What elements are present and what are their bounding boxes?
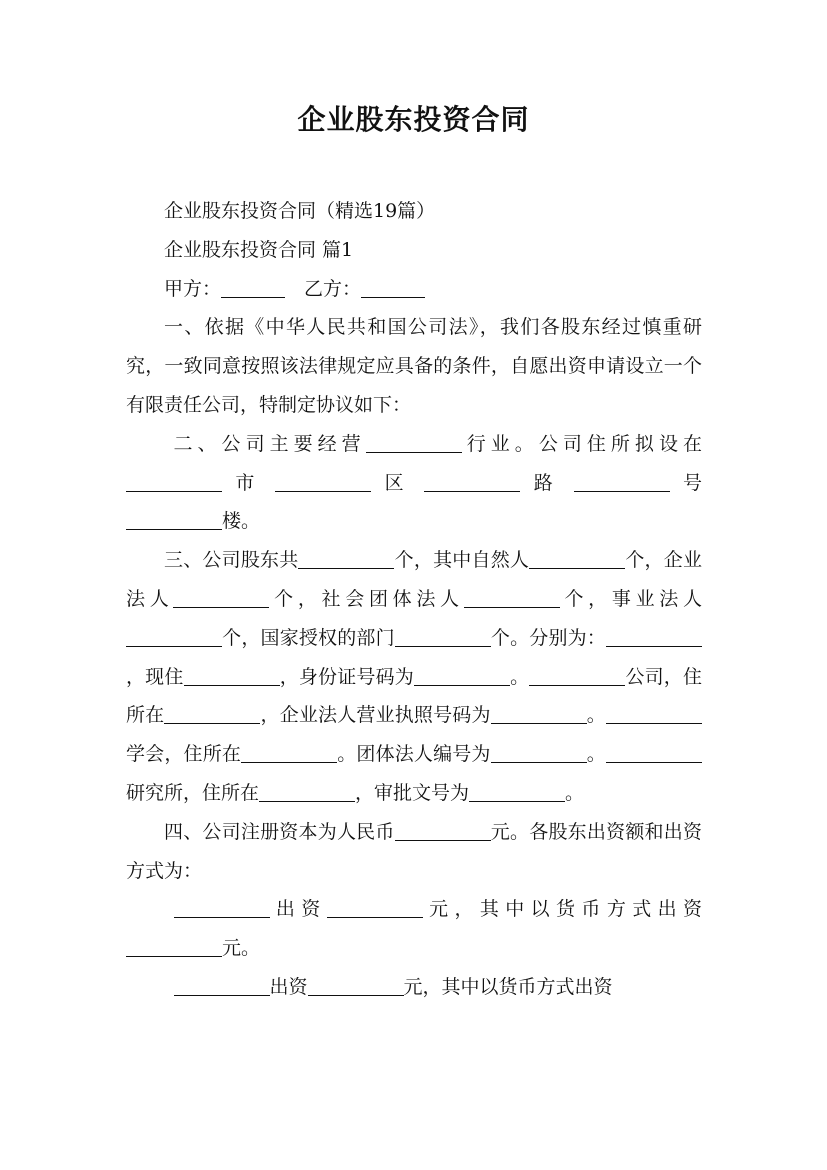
- blank-line: [184, 666, 280, 686]
- text-segment: 出资: [269, 898, 327, 921]
- blank-line: [173, 588, 269, 608]
- blank-line: [126, 937, 222, 957]
- paragraph-clause-1: [126, 308, 702, 424]
- text-segment: 。团体法人编号为: [337, 743, 491, 766]
- paragraph-clause-3: [126, 541, 702, 813]
- blank-line: [164, 704, 260, 724]
- blank-line: [298, 549, 394, 569]
- text-segment: 四、公司注册资本为人民币: [164, 820, 395, 843]
- text-segment: 元，其中以货币方式出资: [422, 898, 702, 921]
- blank-line: [491, 743, 587, 763]
- text-segment: ，身份证号码为: [279, 665, 414, 688]
- document-title: 企业股东投资合同: [297, 103, 530, 136]
- party-b-label: 乙方：: [304, 277, 362, 300]
- text-segment: ，企业法人营业执照号码为: [260, 704, 491, 727]
- text-segment: 企业股东投资合同（精选19篇）: [164, 200, 436, 222]
- text-segment: 个。分别为：: [490, 626, 606, 649]
- paragraph-section-heading: [126, 231, 702, 270]
- blank-line: [174, 898, 270, 918]
- blank-line: [361, 278, 425, 298]
- blank-line: [574, 472, 670, 492]
- document-body: [126, 192, 702, 1007]
- blank-line: [491, 704, 587, 724]
- blank-line: [308, 976, 404, 996]
- blank-line: [395, 627, 491, 647]
- blank-line: [241, 743, 337, 763]
- blank-line: [414, 666, 510, 686]
- text-segment: 出资: [269, 975, 308, 998]
- text-segment: 个，其中自然人: [394, 549, 530, 572]
- text-segment: 个，国家授权的部门: [222, 626, 395, 649]
- paragraph-subtitle: [126, 192, 702, 231]
- blank-line: [174, 976, 270, 996]
- text-segment: 。: [586, 704, 606, 727]
- paragraph-clause-2: [126, 425, 702, 541]
- blank-line: [606, 627, 702, 647]
- blank-line: [424, 472, 520, 492]
- text-segment: 个，社会团体法人: [269, 587, 464, 610]
- text-segment: 三、公司股东共: [164, 549, 299, 572]
- text-segment: 。: [586, 743, 606, 766]
- text-segment: 。: [565, 781, 585, 804]
- text-segment: 公司，住所在: [126, 665, 702, 727]
- text-segment: 一、依据《中华人民共和国公司法》，我们各股东经过慎重研究，一致同意按照该法律规定应具备的条件，自愿出资申请设立一个有限责任公司，特制定协议如下：: [126, 316, 702, 416]
- text-segment: ，现住: [126, 665, 184, 688]
- blank-line: [275, 472, 371, 492]
- text-segment: 个，事业法人: [559, 587, 702, 610]
- text-segment: 市: [235, 471, 262, 494]
- blank-line: [221, 278, 285, 298]
- text-segment: 区: [384, 471, 411, 494]
- blank-line: [366, 433, 462, 453]
- text-segment: 学会，住所在: [126, 743, 242, 766]
- blank-line: [464, 588, 560, 608]
- text-segment: 楼。: [222, 510, 261, 533]
- paragraph-parties: [126, 270, 702, 309]
- paragraph-contribution-2: [126, 968, 702, 1007]
- text-segment: 号: [682, 471, 702, 494]
- blank-line: [395, 821, 491, 841]
- text-segment: 二、公司主要经营: [173, 432, 366, 455]
- blank-line: [126, 510, 222, 530]
- text-segment: 元，其中以货币方式出资: [403, 975, 613, 998]
- paragraph-clause-4: [126, 813, 702, 891]
- blank-line: [606, 704, 702, 724]
- text-segment: 个，企业法人: [126, 549, 702, 610]
- text-segment: 企业股东投资合同 篇1: [164, 238, 354, 261]
- text-segment: 元。: [222, 937, 261, 960]
- blank-line: [469, 782, 565, 802]
- text-segment: ，审批文号为: [355, 781, 470, 804]
- blank-line: [259, 782, 355, 802]
- blank-line: [126, 627, 222, 647]
- blank-line: [606, 743, 702, 763]
- paragraph-contribution-1: [126, 890, 702, 968]
- blank-line: [126, 472, 222, 492]
- text-segment: 研究所，住所在: [126, 781, 260, 804]
- blank-line: [529, 549, 625, 569]
- blank-line: [327, 898, 423, 918]
- text-segment: 行业。公司住所拟设在: [461, 432, 702, 455]
- text-segment: 。: [509, 665, 530, 688]
- text-segment: 元。各股东出资额和出资方式为：: [126, 820, 702, 882]
- party-a-label: 甲方：: [164, 277, 222, 300]
- text-segment: 路: [533, 471, 561, 494]
- blank-line: [529, 666, 625, 686]
